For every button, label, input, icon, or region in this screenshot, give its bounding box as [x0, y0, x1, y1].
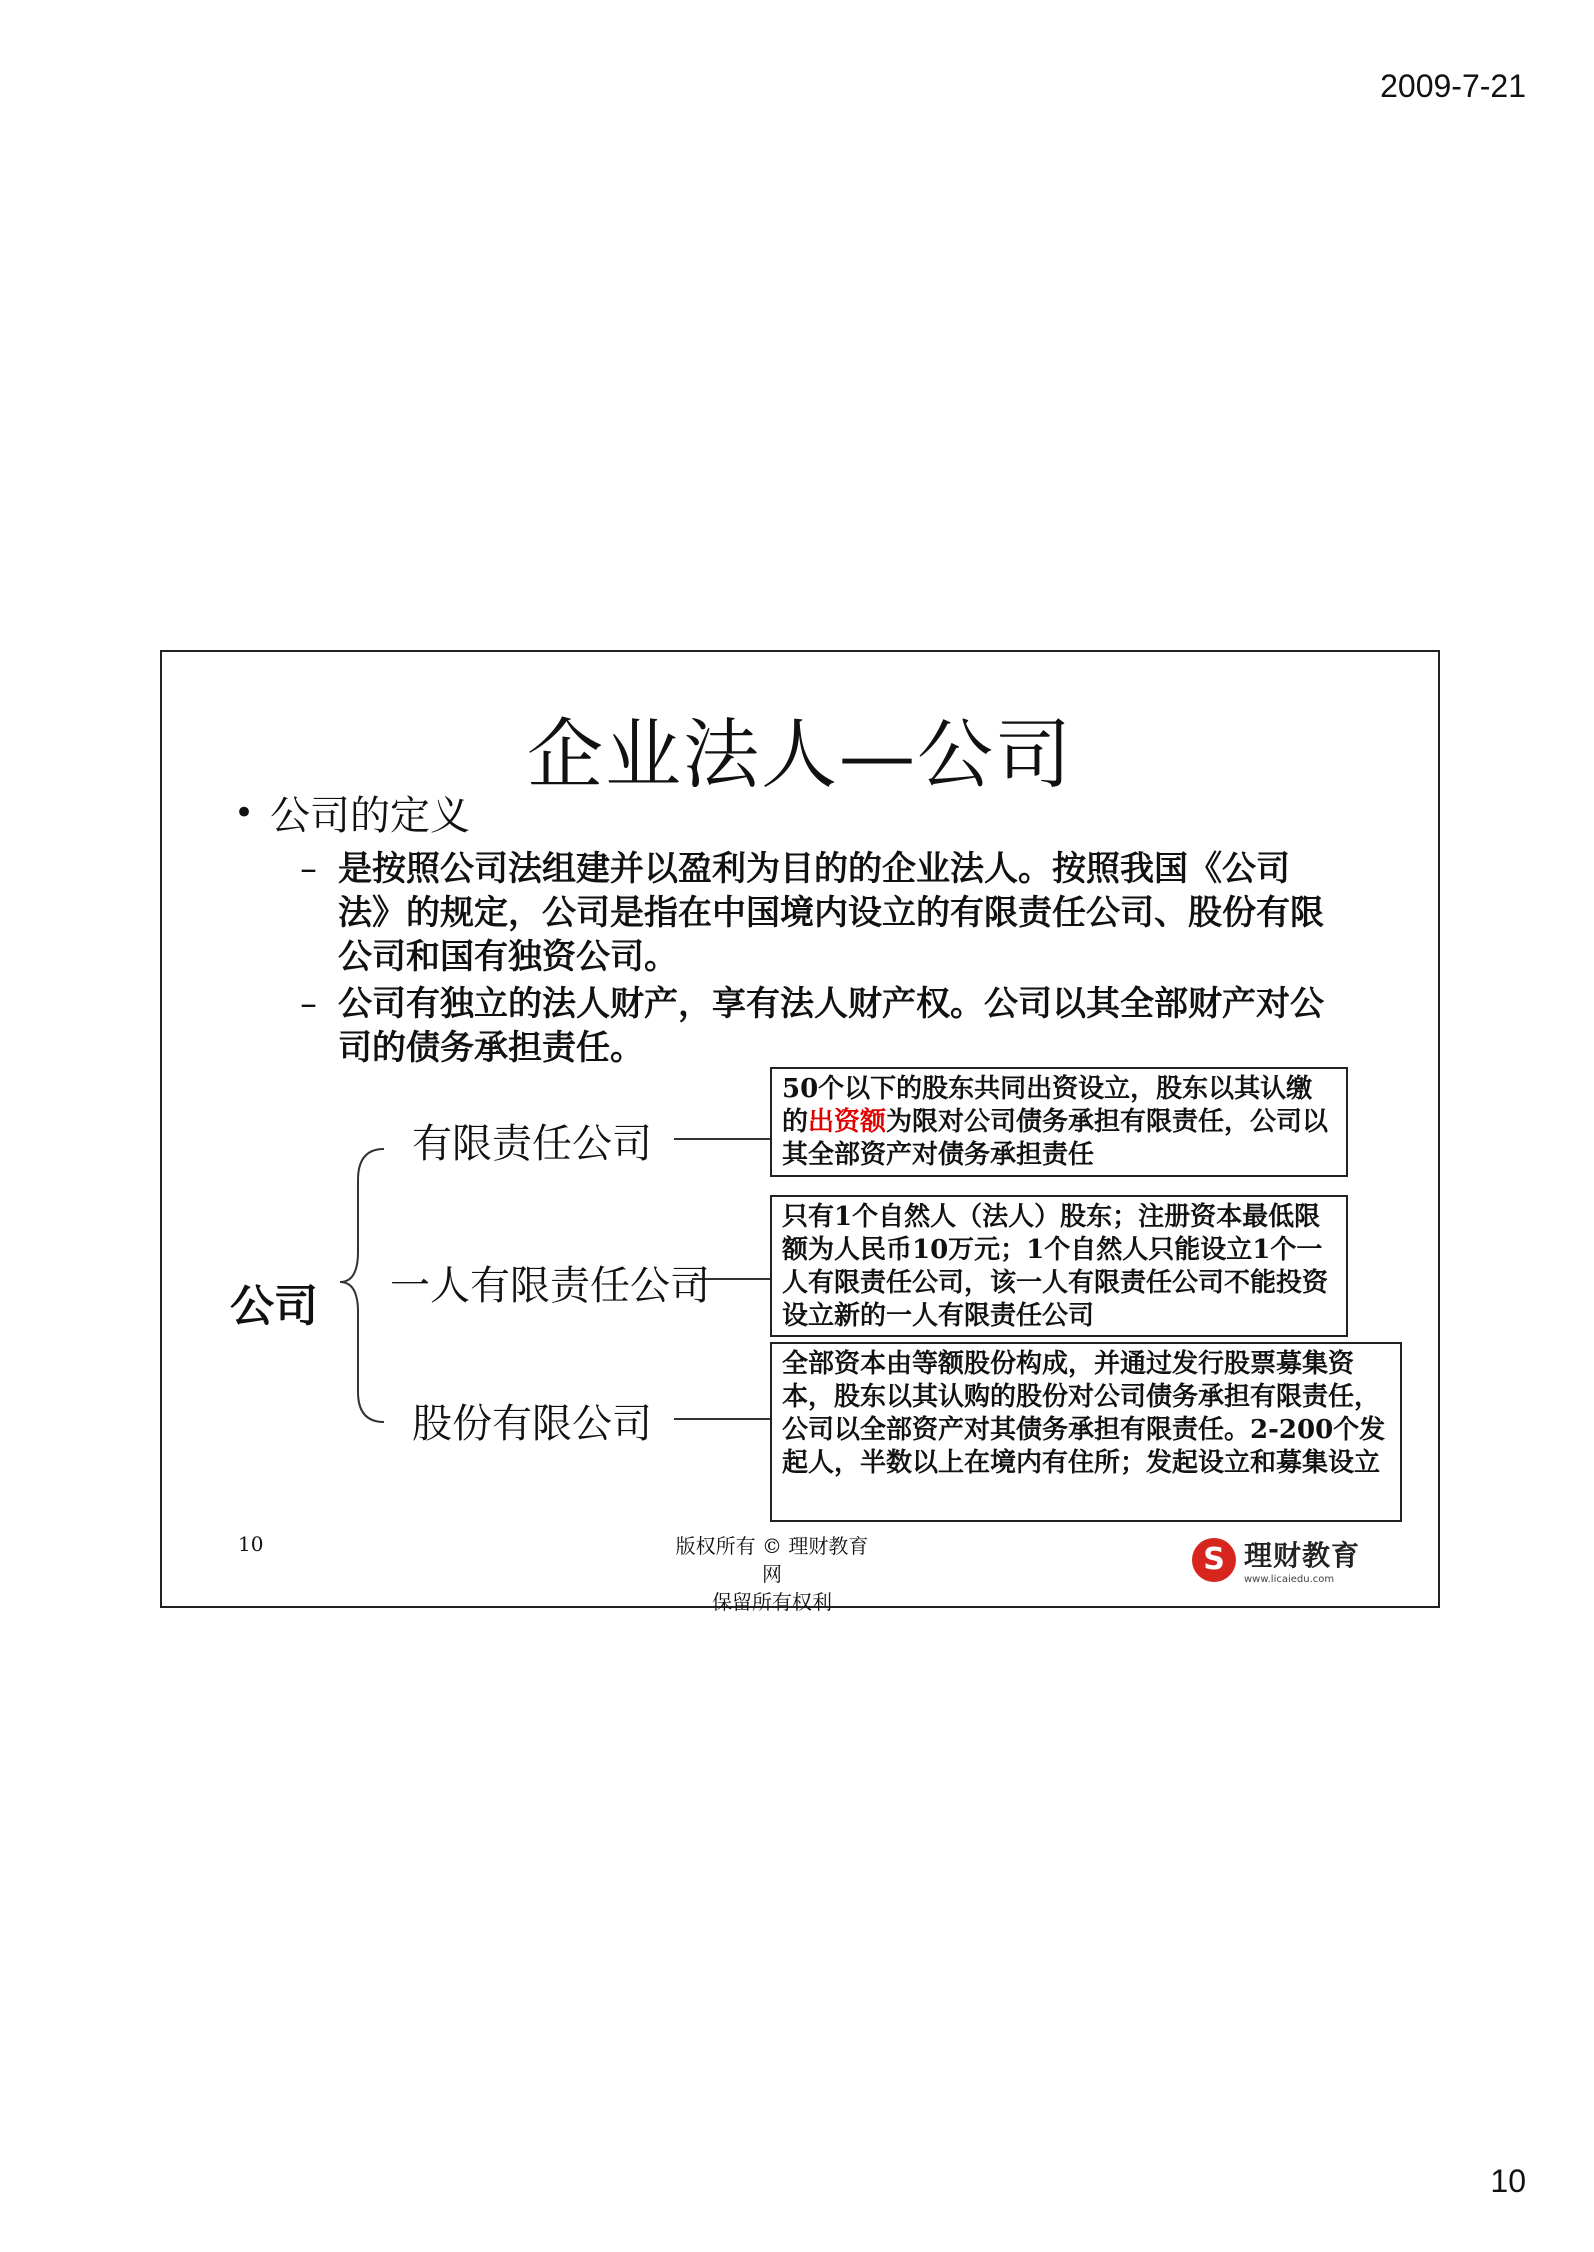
logo-name: 理财教育 — [1244, 1539, 1361, 1572]
dash-icon: – — [300, 984, 317, 1024]
logo-url: www.licaiedu.com — [1244, 1574, 1335, 1585]
bullet-dot-icon: • — [234, 792, 255, 833]
type-label-joint-stock: 股份有限公司 — [412, 1401, 652, 1447]
slide-title: 企业法人—公司 — [527, 710, 1073, 799]
dash-icon: – — [300, 849, 317, 889]
type-label-one-person: 一人有限责任公司 — [390, 1263, 710, 1309]
sub-item-text: 是按照公司法组建并以盈利为目的的企业法人。按照我国《公司法》的规定，公司是指在中国境内设立的有限责任公司、股份有限公司和国有独资公司。 — [338, 849, 1324, 977]
sub-item-text: 公司有独立的法人财产，享有法人财产权。公司以其全部财产对公司的债务承担责任。 — [338, 984, 1324, 1068]
logo-text — [1244, 1534, 1360, 1585]
copyright-line: 保留所有权利 — [712, 1590, 832, 1614]
note-box-one-person: 只有1个自然人（法人）股东；注册资本最低限额为人民币10万元；1个自然人只能设立1个一人有限责任公司，该一人有限责任公司不能投资设立新的一人有限责任公司 — [770, 1195, 1348, 1337]
logo-mark-icon: S — [1192, 1538, 1236, 1582]
logo — [1192, 1534, 1360, 1585]
note-highlight: 出资额 — [808, 1107, 887, 1137]
copyright-notice — [672, 1532, 872, 1616]
note-box-joint-stock: 全部资本由等额股份构成，并通过发行股票募集资本，股东以其认购的股份对公司债务承担有限责任，公司以全部资产对其债务承担有限责任。2-200个发起人，半数以上在境内有住所；发起设立和募集设立 — [770, 1342, 1402, 1522]
note-text: 50个以下的股东共同出资设立，股东以其认缴的 — [782, 1074, 1313, 1137]
bullet-text: 公司的定义 — [270, 793, 470, 839]
copyright-line: 版权所有 © 理财教育网 — [675, 1534, 869, 1586]
diagram-root-label: 公司 — [230, 1281, 318, 1332]
header-date: 2009-7-21 — [1380, 68, 1526, 104]
note-text: 为限对公司债务承担有限责任，公司以其全部资产对债务承担责任 — [782, 1107, 1329, 1170]
slide-footer-number: 10 — [238, 1532, 264, 1556]
slide — [160, 650, 1440, 1614]
type-label-limited: 有限责任公司 — [412, 1121, 652, 1167]
page-number: 10 — [1490, 2163, 1526, 2199]
note-box-limited — [770, 1067, 1348, 1177]
brace-shape — [340, 1149, 384, 1422]
